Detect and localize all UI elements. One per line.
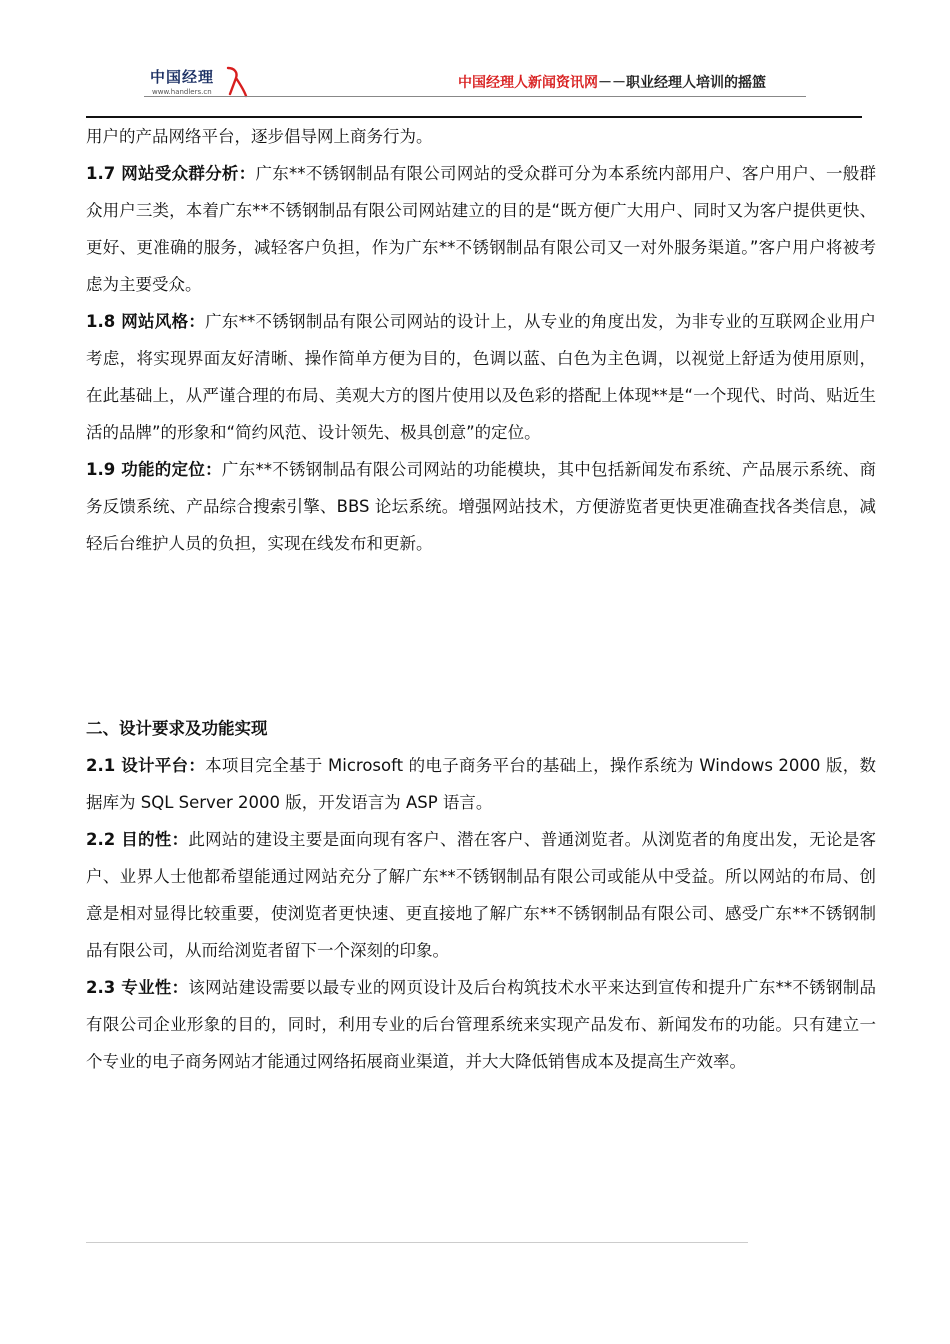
paragraph-2-1 (86, 747, 876, 821)
text-2-1: 本项目完全基于 Microsoft 的电子商务平台的基础上，操作系统为 Windows 2000 版，数据库为 SQL Server 2000 版，开发语言为 ASP 语言。 (86, 756, 876, 812)
logo-url-text: www.handlers.cn (152, 88, 212, 96)
paragraph-continuation: 用户的产品网络平台，逐步倡导网上商务行为。 (86, 127, 433, 146)
page-header (86, 56, 862, 118)
blank-space (86, 562, 876, 710)
heading-1-7: 1.7 网站受众群分析： (86, 164, 256, 183)
header-thin-rule (144, 96, 806, 97)
site-slogan (458, 72, 766, 92)
text-2-3: 该网站建设需要以最专业的网页设计及后台构筑技术水平来达到宣传和提升广东**不锈钢制品有限公司企业形象的目的，同时，利用专业的后台管理系统来实现产品发布、新闻发布的功能。只有建立一个专业的电子商务网站才能通过网络拓展商业渠道，并大大降低销售成本及提高生产效率。 (86, 978, 876, 1071)
company-logo (144, 66, 264, 104)
heading-2-3: 2.3 专业性： (86, 978, 189, 997)
slogan-site-name: 中国经理人新闻资讯网 (458, 75, 598, 91)
paragraph-2-3 (86, 969, 876, 1080)
text-1-9: 广东**不锈钢制品有限公司网站的功能模块，其中包括新闻发布系统、产品展示系统、商务反馈系统、产品综合搜索引擎、BBS 论坛系统。增强网站技术，方便游览者更快更准确查找各类信息，减轻后台维护人员的负担，实现在线发布和更新。 (86, 460, 876, 553)
text-1-7: 广东**不锈钢制品有限公司网站的受众群可分为本系统内部用户、客户用户、一般群众用户三类，本着广东**不锈钢制品有限公司网站建立的目的是“既方便广大用户、同时又为客户提供更快、更好、更准确的服务，减轻客户负担，作为广东**不锈钢制品有限公司又一对外服务渠道。”客户用户将被考虑为主要受众。 (86, 164, 876, 294)
heading-1-8: 1.8 网站风格： (86, 312, 206, 331)
text-2-2: 此网站的建设主要是面向现有客户、潜在客户、普通浏览者。从浏览者的角度出发，无论是客户、业界人士他都希望能通过网站充分了解广东**不锈钢制品有限公司或能从中受益。所以网站的布局、创意是相对显得比较重要，使浏览者更快速、更直接地了解广东**不锈钢制品有限公司、感受广东**不锈钢制品有限公司，从而给浏览者留下一个深刻的印象。 (86, 830, 876, 960)
heading-2-2: 2.2 目的性： (86, 830, 189, 849)
paragraph-1-7 (86, 155, 876, 303)
paragraph-1-9 (86, 451, 876, 562)
section-title: 二、设计要求及功能实现 (86, 719, 268, 738)
slogan-tagline: －－职业经理人培训的摇篮 (598, 75, 766, 91)
paragraph-2-2 (86, 821, 876, 969)
logo-text: 中国经理 (150, 68, 215, 86)
text-1-8: 广东**不锈钢制品有限公司网站的设计上，从专业的角度出发，为非专业的互联网企业用户考虑，将实现界面友好清晰、操作简单方便为目的，色调以蓝、白色为主色调，以视觉上舒适为使用原则，在此基础上，从严谨合理的布局、美观大方的图片使用以及色彩的搭配上体现**是“一个现代、时尚、贴近生活的品牌”的形象和“简约风范、设计领先、极具创意”的定位。 (86, 312, 877, 442)
logo-swoosh-icon (224, 66, 248, 98)
paragraph-1-8 (86, 303, 876, 451)
document-body (86, 118, 876, 1080)
heading-1-9: 1.9 功能的定位： (86, 460, 222, 479)
heading-2-1: 2.1 设计平台： (86, 756, 206, 775)
footer-divider (86, 1242, 748, 1243)
